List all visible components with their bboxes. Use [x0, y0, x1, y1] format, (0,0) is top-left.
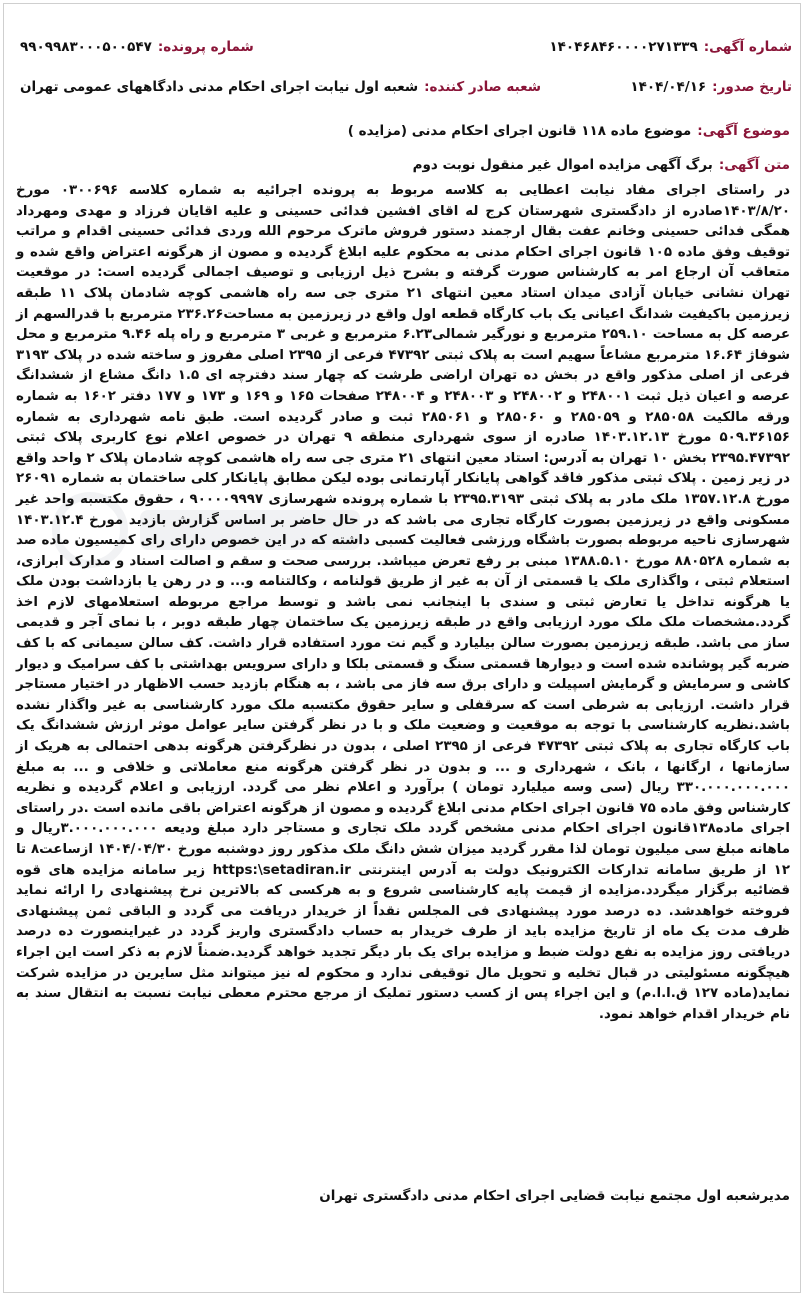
- notice-number: [549, 39, 792, 55]
- header-row-2: [20, 76, 792, 98]
- issue-date-label: تاریخ صدور:: [712, 79, 792, 95]
- issuing-branch-value: شعبه اول نیابت اجرای احکام مدنی دادگاههای عمومی تهران: [20, 79, 419, 95]
- case-number: [20, 39, 254, 55]
- case-number-value: ۹۹۰۹۹۸۳۰۰۰۵۰۰۵۴۷: [20, 39, 152, 55]
- notice-number-label: شماره آگهی:: [703, 39, 792, 55]
- issue-date-value: ۱۴۰۴/۰۴/۱۶: [630, 79, 707, 95]
- issuing-branch: [20, 79, 541, 95]
- issuing-branch-label: شعبه صادر کننده:: [424, 79, 542, 95]
- case-number-label: شماره پرونده:: [157, 39, 254, 55]
- notice-body: در راستای اجرای مفاد نیابت اعطایی به کلاسه مربوط به پرونده اجرائیه به شماره کلاسه ۰۳۰۰۶۹۶ مورخ ۱۴۰۳/۸/۲۰صادره از دادگستری شهرستان کرج له اقای افشین فدائی حسینی و علیه اقایان فرزاد و مهدی ومهرداد همگی فدائی حسینی وخانم عفت بقال ارجمند دستور فروش ماترک مرحوم الله وردی فدائی حسینی اقدام و مراتب توقیف وفق ماده ۱۰۵ قانون اجرای احکام مدنی به محکوم علیه ابلاغ گردیده و مصون از هرگونه اعتراض واقع شده و متعاقب آن ارجاع امر به کارشناس صورت گرفته و بشرح ذیل ارزیابی و توصیف اجمالی گردیده است: در موقعیت تهران نشانی خیابان آزادی میدان استاد معین انتهای ۲۱ متری جی سه راه هاشمی کوچه شادمان پلاک ۱۱ طبقه زیرزمین باکیفیت شدانگ اعیانی یک باب کارگاه قطعه اول واقع در زیرزمین به مساحت۲۳۶.۲۶ مترمربع با قدرالسهم از عرصه کل به مساحت ۲۵۹.۱۰ مترمربع و نورگیر شمالی۶.۲۳ مترمربع و غربی ۳ مترمربع و راه پله ۹.۴۶ مترمربع و محل شوفاژ ۱۶.۶۴ مترمربع مشاعاً سهیم است به پلاک ثبتی ۴۷۳۹۲ فرعی از ۲۳۹۵ اصلی مفروز و ساخته شده در پلاک ۳۱۹۳ فرعی از اصلی مذکور واقع در بخش ده تهران اراضی طرشت که چهار سند دفترچه ای ۱.۵ دانگ مشاع از ششدانگ عرصه و اعیان ذیل ثبت ۲۴۸۰۰۱ و ۲۴۸۰۰۲ و ۲۴۸۰۰۳ و ۲۴۸۰۰۴ صفحات ۱۶۵ و ۱۶۹ و ۱۷۳ و ۱۷۷ دفتر ۱۶۰۲ به شماره ورقه مالکیت ۲۸۵۰۵۸ و ۲۸۵۰۵۹ و ۲۸۵۰۶۰ و ۲۸۵۰۶۱ ثبت و صادر گردیده است. طبق نامه شهرداری به شماره ۵۰۹.۳۶۱۵۶ مورخ ۱۴۰۳.۱۲.۱۳ صادره از سوی شهرداری منطقه ۹ تهران در خصوص اعلام نوع کاربری پلاک ثبتی ۲۳۹۵.۴۷۳۹۲ بخش ۱۰ تهران به آدرس: استاد معین انتهای ۲۱ متری جی سه راه هاشمی کوچه شادمان پلاک ۲ واحد واقع در زیر زمین . پلاک ثبتی مذکور فاقد گواهی پایانکار آپارتمانی بوده لیکن مطابق پایانکار کلی ساختمان به شماره ۲۶۰۹۱ مورخ ۱۳۵۷.۱۲.۸ ملک مادر به پلاک ثبتی ۲۳۹۵.۳۱۹۳ با شماره پرونده شهرسازی ۹۰۰۰۰۹۹۹۷ ، حقوق مکتسبه واحد غیر مسکونی واقع در زیرزمین بصورت کارگاه تجاری می باشد که در حال حاضر بر اساس گزارش بازدید مورخ ۱۴۰۳.۱۲.۴ شهرسازی ناحیه مربوطه بصورت باشگاه ورزشی فعالیت کسبی داشته که در این خصوص دارای رای کمیسیون ماده صد به شماره ۸۸۰۵۲۸ مورخ ۱۳۸۸.۵.۱۰ مبنی بر رفع تعرض میباشد. بررسی صحت و سقم و اصالت اسناد و مدارک ابرازی، استعلام ثبتی ، واگذاری ملک یا قسمتی از آن به غیر از طریق قولنامه ، وکالتنامه و... و در رهن یا بازداشت بودن ملک یا هرگونه تداخل یا تعارض ثبتی و سندی با اینجانب نمی باشد و توسط مراجع مربوطه استعلامهای لازم اخذ گردد.مشخصات ملک ملک مورد ارزیابی واقع در طبقه زیرزمین یک ساختمان چهار طبقه دوبر ، با نمای آجر و قدیمی ساز می باشد. طبقه زیرزمین بصورت سالن بیلیارد و گیم نت مورد استفاده قرار داشت. کف سالن سیمانی که با کف ضربه گیر پوشانده شده است و دیوارها قسمتی سنگ و قسمتی بلکا و دارای سرویس بهداشتی با کف سرامیک و دیوار کاشی و سرمایش و گرمایش اسپیلت و دارای برق سه فاز می باشد ، به هنگام بازدید حسب الاظهار در اختیار مستاجر قرار داشت. ارزیابی به شرطی است که سرقفلی و سایر حقوق مکتسبه ملک مورد کارشناسی به غیر واگذار نشده باشد.نظریه کارشناسی با توجه به موقعیت و وضعیت ملک و با در نظر گرفتن سایر عوامل موثر ارزش ششدانگ یک باب کارگاه تجاری به پلاک ثبتی ۴۷۳۹۲ فرعی از ۲۳۹۵ اصلی ، بدون در نظرگرفتن هرگونه بدهی احتمالی به هریک از سازمانها ، ارگانها ، بانک ، شهرداری و ... و بدون در نظر گرفتن هرگونه منع معاملاتی و خلافی و ... به مبلغ ۳۳۰.۰۰۰.۰۰۰.۰۰۰ ریال (سی وسه میلیارد تومان ) برآورد و اعلام نظر می گردد. ارزیابی و اعلام گردیده و نظریه کارشناس وفق ماده ۷۵ قانون اجرای احکام مدنی ابلاغ گردیده و مصون از هرگونه اعتراض باقی مانده است .در راستای اجرای ماده۱۳۸قانون اجرای احکام مدنی مشخص گردد ملک تجاری و مستاجر دارد مبلغ ودیعه ۳.۰۰۰.۰۰۰.۰۰۰ریال و ماهانه مبلغ سی میلیون تومان لذا مقرر گردید میزان شش دانگ ملک مذکور روز دوشنبه مورخ ۱۴۰۴/۰۴/۳۰ ازساعت۸ تا ۱۲ از طریق سامانه تدارکات الکترونیک دولت به آدرس اینترنتی https:\setadiran.ir زیر سامانه مزایده های قوه قضائیه برگزار میگردد.مزایده از قیمت پایه کارشناسی شروع و به هرکسی که بالاترین نرخ پیشنهادی را ارائه نماید فروخته خواهدشد. ده درصد مورد پیشنهادی فی المجلس نقداً از خریدار دریافت می گردد و الباقی ثمن پیشنهادی ظرف مدت یک ماه از تاریخ مزایده باید از طرف خریدار به حساب دادگستری واریز گردد در غیراینصورت ده درصد دریافتی روز مزایده به نفع دولت ضبط و مزایده برای یک بار دیگر تجدید خواهد گردید.ضمناً لازم به ذکر است این اجراء هیچگونه مسئولیتی در قبال تخلیه و تحویل مال توقیفی ندارد و محکوم له نیز میتواند مثل سایرین در مزایده شرکت نماید(ماده ۱۲۷ ق.ا.ا.م) و این اجراء پس از کسب دستور تملیک از مرجع محترم معطی نیابت نسبت به انتقال سند به نام خریدار اقدام خواهد نمود.: [16, 183, 791, 1022]
- notice-title-line: [20, 157, 790, 173]
- notice-subject: [20, 123, 790, 139]
- subject-text: موضوع ماده ۱۱۸ قانون اجرای احکام مدنی (مزایده ): [347, 123, 692, 139]
- notice-number-value: ۱۴۰۴۶۸۴۶۰۰۰۰۲۷۱۳۳۹: [549, 39, 698, 55]
- subject-label: موضوع آگهی:: [697, 123, 790, 139]
- header-row-1: [20, 36, 792, 58]
- issue-date: [630, 79, 792, 95]
- notice-title: برگ آگهی مزایده اموال غیر منقول نوبت دوم: [412, 157, 713, 173]
- signature-line: مدیرشعبه اول مجتمع نیابت قضایی اجرای احکام مدنی دادگستری تهران: [319, 1188, 790, 1204]
- notice-text-label: متن آگهی:: [718, 157, 790, 173]
